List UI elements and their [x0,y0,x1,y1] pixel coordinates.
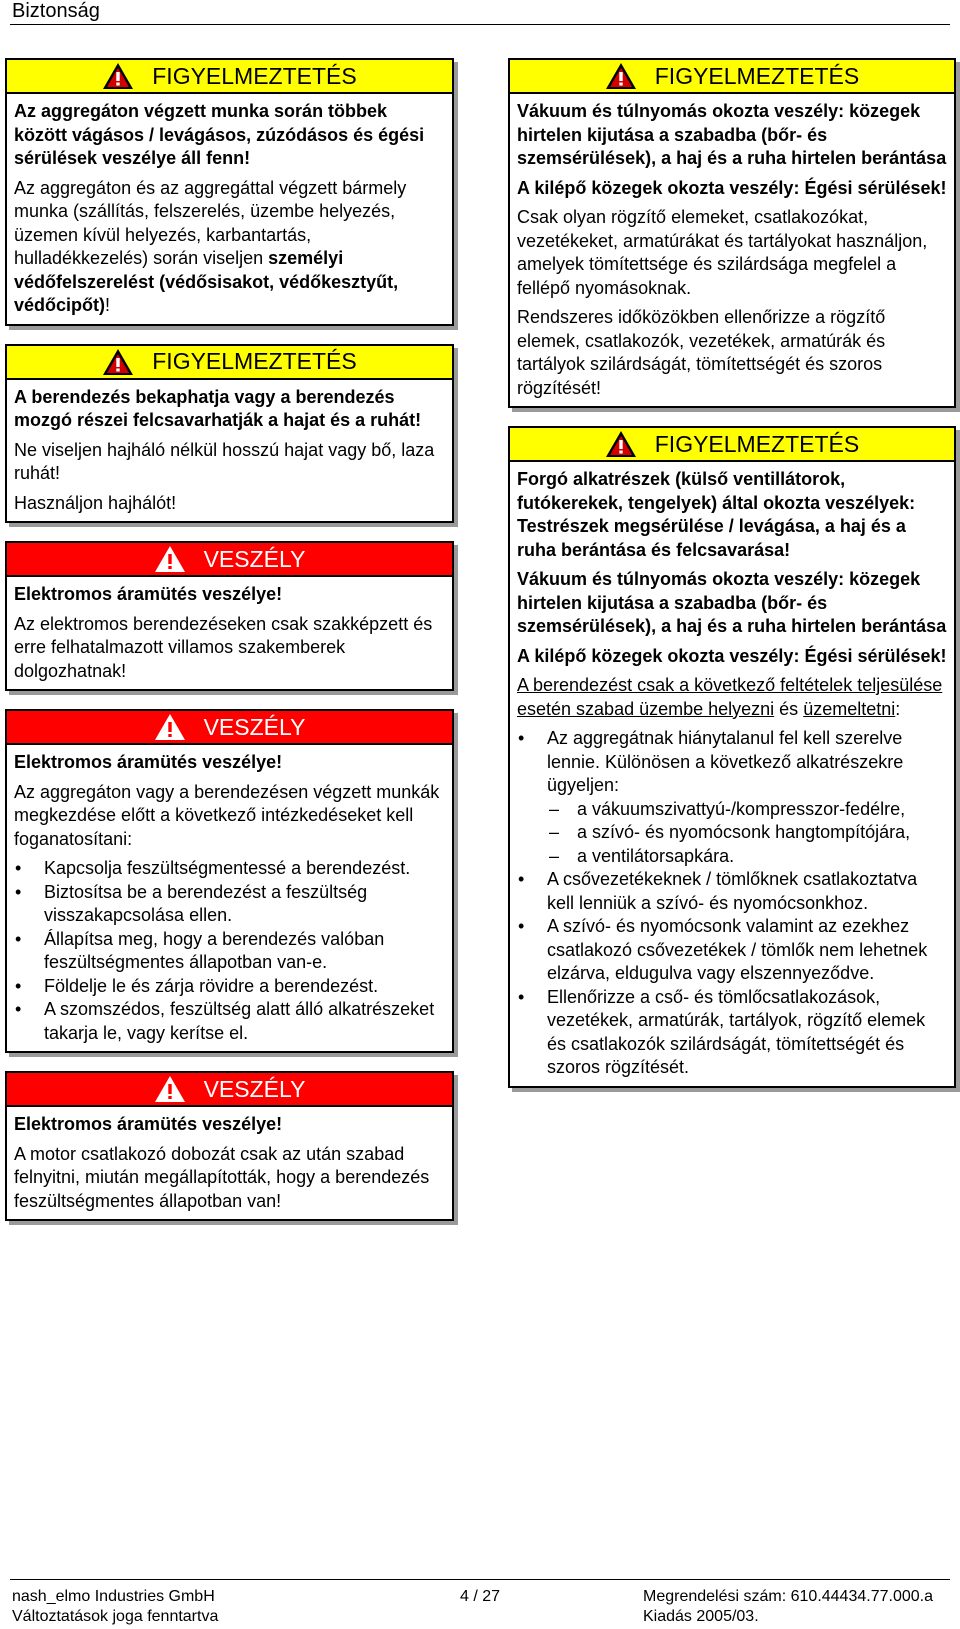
list-item: • Biztosítsa be a berendezést a feszültség visszakapcsolása ellen. [14,881,445,928]
danger-text: A motor csatlakozó dobozát csak az után szabad felnyitni, miután megállapították, hogy a berendezés feszültségmentes állapotban van! [14,1143,430,1211]
footer-edition: Kiadás 2005/03. [643,1608,759,1625]
warning-text-bold: A kilépő közegek okozta veszély: Égési sérülések! [517,177,947,198]
sub-list-item: – a szívó- és nyomócsonk hangtompítójára, [547,821,947,845]
header-rule [10,24,950,25]
warning-triangle-icon [605,62,637,90]
sub-list-item: – a vákuumszivattyú-/kompresszor-fedélre, [547,798,947,822]
right-column [508,58,956,1106]
footer-page-number: 4 / 27 [459,1588,501,1605]
warning-body [7,380,452,522]
danger-heading: VESZÉLY [203,1075,306,1102]
conditions-intro [517,674,947,721]
warning-header [7,346,452,380]
page-header-title: Biztonság [12,0,100,22]
component-list [547,798,947,869]
warning-triangle-icon [102,348,134,376]
list-item: • Kapcsolja feszültségmentessé a berendezést. [14,857,445,881]
warning-text-bold: Forgó alkatrészek (külső ventillátorok, futókerekek, tengelyek) által okozta veszélyek: Testrészek megsérülése / levágása, a haj és a ruha berántása és felcsavarása! [517,469,916,560]
list-item: • Ellenőrizze a cső- és tömlőcsatlakozások, vezetékek, armatúrák, tartályok, rögzítő elemek és csatlakozók szilárdságát, tömítettségét és szoros rögzítését. [517,986,947,1080]
footer-company: nash_elmo Industries GmbH [12,1588,215,1605]
danger-heading: VESZÉLY [203,713,306,740]
warning-text-bold: Az aggregáton végzett munka során többek között vágásos / levágásos, zúzódásos és égési sérülések veszélye áll fenn! [14,101,425,168]
danger-header [7,711,452,745]
list-item-text: Az aggregátnak hiánytalanul fel kell szerelve lennie. Különösen a következő alkatrészekre ügyeljen: [547,728,904,795]
list-item: • Állapítsa meg, hogy a berendezés valóban feszültségmentes állapotban van-e. [14,928,445,975]
warning-text-bold: A berendezés bekaphatja vagy a berendezés mozgó részei felcsavarhatják a hajat és a ruhát! [14,386,422,430]
list-item [517,727,947,868]
list-item: • A szívó- és nyomócsonk valamint az ezekhez csatlakozó csővezetékek / tömlők nem lehetnek elzárva, eldugulva vagy elszennyeződve. [517,915,947,986]
danger-box-measures [5,709,454,1053]
warning-header [7,60,452,94]
warning-body [7,94,452,324]
warning-text-end: ! [105,295,111,315]
danger-header [7,543,452,577]
sub-list-item: – a ventilátorsapkára. [547,845,947,869]
warning-text-part: Az aggregáton és az aggregáttal végzett bármely munka (szállítás, felszerelés, üzembe helyezés, üzemen kívül helyezés, karbantartás, hulladékkezelés) során viseljen [14,177,407,268]
warning-box-rotating [508,426,956,1088]
warning-heading: FIGYELMEZTETÉS [654,430,860,457]
warning-triangle-icon [154,1075,186,1103]
warning-header [510,60,954,94]
danger-text-bold: Elektromos áramütés veszélye! [14,584,283,604]
warning-text-bold: A kilépő közegek okozta veszély: Égési sérülések! [517,645,947,666]
warning-triangle-icon [154,545,186,573]
danger-heading: VESZÉLY [203,545,306,572]
danger-text: Az aggregáton vagy a berendezésen végzett munkák megkezdése előtt a következő intézkedéseket kell foganatosítani: [14,781,440,849]
warning-triangle-icon [154,713,186,741]
footer-right [643,1587,933,1627]
warning-box-pressure [508,58,956,408]
warning-body [510,462,954,1086]
underlined-text: A berendezést csak a következő feltételek teljesülése esetén szabad üzembe helyezni [517,675,943,719]
warning-heading: FIGYELMEZTETÉS [152,348,357,374]
conditions-list [517,727,947,1080]
danger-text-bold: Elektromos áramütés veszélye! [14,1114,283,1134]
conditions-text: és [774,698,804,719]
danger-text: Az elektromos berendezéseken csak szakképzett és erre felhatalmazott villamos szakemberek dolgozhatnak! [14,613,433,681]
warning-text-bold: Vákuum és túlnyomás okozta veszély: közegek hirtelen kijutása a szabadba (bőr- és szemsérülések), a haj és a ruha hirtelen berántása [517,101,947,168]
measures-list [14,857,445,1045]
footer-order-number: Megrendelési szám: 610.44434.77.000.a [643,1588,933,1605]
underlined-text: üzemeltetni [803,698,896,719]
warning-box-ppe [5,58,454,326]
warning-text: Rendszeres időközökben ellenőrizze a rögzítő elemek, csatlakozók, vezetékek, armatúrák és tartályok szilárdságát, tömítettségét és szoros rögzítését! [517,307,886,398]
warning-heading: FIGYELMEZTETÉS [152,62,357,89]
list-item: • A szomszédos, feszültség alatt álló alkatrészeket takarja le, vagy kerítse el. [14,998,445,1045]
conditions-text: : [895,698,901,719]
warning-header [510,428,954,462]
footer-left [12,1587,218,1627]
danger-body [7,745,452,1051]
warning-triangle-icon [102,62,134,90]
danger-text-bold: Elektromos áramütés veszélye! [14,752,283,772]
warning-heading: FIGYELMEZTETÉS [654,62,860,89]
warning-body [510,94,954,406]
footer-rights: Változtatások joga fenntartva [12,1608,219,1625]
danger-body [7,1107,452,1219]
warning-text-bold: Vákuum és túlnyomás okozta veszély: közegek hirtelen kijutása a szabadba (bőr- és szemsérülések), a haj és a ruha hirtelen berántása [517,569,947,636]
list-item: • Földelje le és zárja rövidre a berendezést. [14,975,445,999]
danger-header [7,1073,452,1107]
danger-box-motor [5,1071,454,1221]
warning-box-hair [5,344,454,524]
list-item: • A csővezetékeknek / tömlőknek csatlakoztatva kell lenniük a szívó- és nyomócsonkhoz. [517,868,947,915]
danger-box-qualified [5,541,454,691]
warning-triangle-icon [605,430,637,458]
warning-text: Használjon hajhálót! [14,492,177,513]
danger-body [7,577,452,689]
warning-text: Ne viseljen hajháló nélkül hosszú hajat vagy bő, laza ruhát! [14,439,435,483]
left-column [5,58,454,1239]
warning-text [14,177,445,318]
footer-rule [10,1579,950,1580]
warning-text: Csak olyan rögzítő elemeket, csatlakozókat, vezetékeket, armatúrákat és tartályokat használjon, amelyek tömítettsége és szilárdsága megfelel a fellépő nyomásoknak. [517,207,928,298]
ppe-text: személyi védőfelszerelést (védősisakot, védőkesztyűt, védőcipőt) [14,248,399,315]
